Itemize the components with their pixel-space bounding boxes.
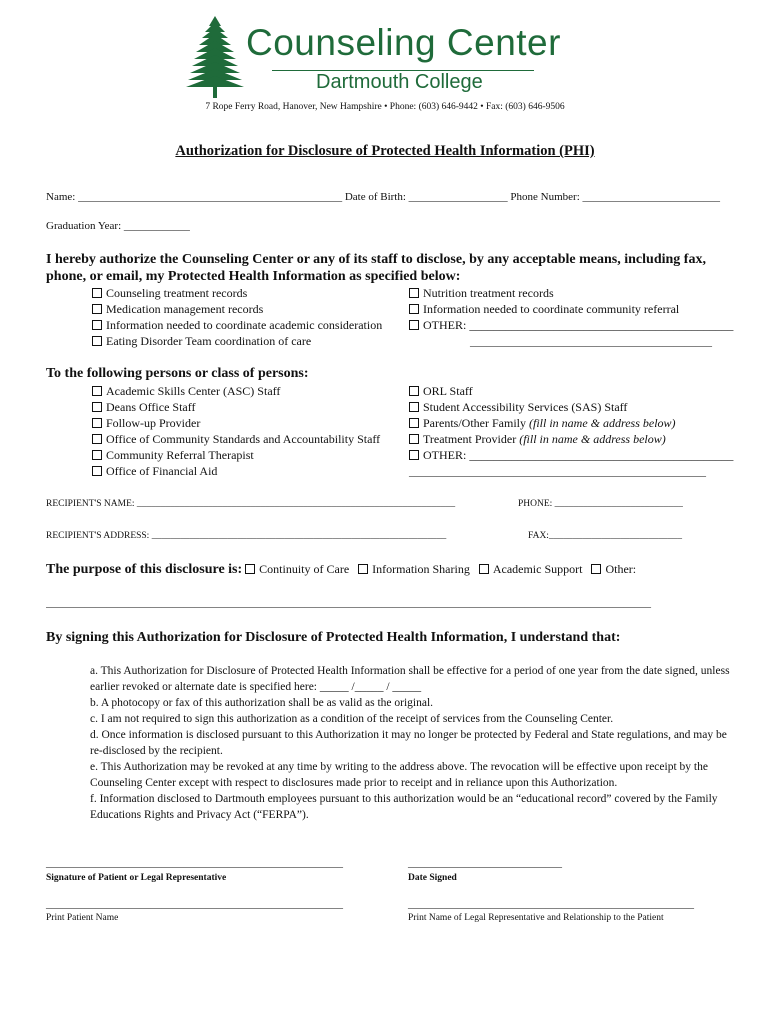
term-item: a. This Authorization for Disclosure of Protected Health Information shall be effective for a period of one year from the date signed, unless earlier revoked or alternate date is specified here: _____ /_____ / _____	[90, 665, 730, 693]
date-signed-label: Date Signed	[408, 873, 457, 883]
purpose-label: The purpose of this disclosure is:	[46, 562, 243, 577]
understand-heading: By signing this Authorization for Disclosure of Protected Health Information, I understand that:	[46, 630, 621, 645]
other-person-line[interactable]: ______________________________________________________	[409, 466, 706, 478]
recipient-name-field[interactable]: RECIPIENT'S NAME: ___________________________________________________________________	[46, 499, 456, 509]
checkbox-icon[interactable]	[358, 564, 368, 574]
checkbox-purpose-other[interactable]: Other:	[591, 562, 636, 576]
address-line: 7 Rope Ferry Road, Hanover, New Hampshire • Phone: (603) 646-9442 • Fax: (603) 646-9506	[205, 102, 565, 112]
date-signed-line[interactable]: ____________________________	[408, 857, 562, 869]
checkbox-parents-family[interactable]: Parents/Other Family (fill in name & address below)	[409, 416, 676, 431]
graduation-year-field[interactable]: Graduation Year: ____________	[46, 220, 190, 232]
checkbox-follow-up-provider[interactable]: Follow-up Provider	[92, 416, 200, 431]
checkbox-icon[interactable]	[92, 386, 102, 396]
checkbox-asc-staff[interactable]: Academic Skills Center (ASC) Staff	[92, 384, 280, 399]
checkbox-icon[interactable]	[409, 434, 419, 444]
checkbox-eating-disorder-team[interactable]: Eating Disorder Team coordination of care	[92, 334, 311, 349]
checkbox-continuity-of-care[interactable]: Continuity of Care	[245, 562, 349, 576]
checkbox-icon[interactable]	[409, 320, 419, 330]
signature-label: Signature of Patient or Legal Representative	[46, 873, 227, 883]
checkbox-other-person[interactable]: OTHER: ____________________________________________	[409, 448, 733, 463]
checkbox-sas-staff[interactable]: Student Accessibility Services (SAS) Staff	[409, 400, 627, 415]
purpose-row	[46, 562, 636, 578]
checkbox-icon[interactable]	[92, 466, 102, 476]
checkbox-deans-office[interactable]: Deans Office Staff	[92, 400, 196, 415]
term-item: b. A photocopy or fax of this authorization shall be as valid as the original.	[90, 697, 434, 709]
org-subtitle: Dartmouth College	[316, 71, 483, 93]
checkbox-icon[interactable]	[92, 450, 102, 460]
print-patient-name-label: Print Patient Name	[46, 913, 119, 923]
print-representative-line[interactable]: ____________________________________________________	[408, 898, 694, 910]
checkbox-community-referral[interactable]: Information needed to coordinate community referral	[409, 302, 679, 317]
checkbox-icon[interactable]	[409, 402, 419, 412]
print-patient-name-line[interactable]: ______________________________________________________	[46, 898, 343, 910]
term-item: d. Once information is disclosed pursuant to this Authorization it may no longer be protected by Federal and State regulations, and may be re-disclosed by the recipient.	[90, 729, 727, 757]
other-info-line[interactable]: ____________________________________________	[470, 336, 712, 348]
checkbox-icon[interactable]	[591, 564, 601, 574]
recipient-fax-field[interactable]: FAX:____________________________	[528, 531, 682, 541]
checkbox-icon[interactable]	[92, 402, 102, 412]
form-title: Authorization for Disclosure of Protected Health Information (PHI)	[175, 143, 595, 159]
checkbox-icon[interactable]	[409, 450, 419, 460]
checkbox-medication-records[interactable]: Medication management records	[92, 302, 263, 317]
checkbox-icon[interactable]	[92, 320, 102, 330]
checkbox-community-standards[interactable]: Office of Community Standards and Accountability Staff	[92, 432, 380, 447]
print-representative-label: Print Name of Legal Representative and Relationship to the Patient	[408, 913, 664, 923]
checkbox-icon[interactable]	[92, 434, 102, 444]
checkbox-other-info[interactable]: OTHER: ____________________________________________	[409, 318, 733, 333]
terms-list	[90, 663, 730, 823]
checkbox-financial-aid[interactable]: Office of Financial Aid	[92, 464, 217, 479]
checkbox-icon[interactable]	[409, 304, 419, 314]
term-item: c. I am not required to sign this authorization as a condition of the receipt of services from the Counseling Center.	[90, 713, 614, 725]
checkbox-icon[interactable]	[92, 288, 102, 298]
checkbox-icon[interactable]	[409, 418, 419, 428]
name-dob-phone-fields[interactable]: Name: ________________________________________________ Date of Birth: __________________ Phone Number: _________________________	[46, 191, 721, 203]
org-name: Counseling Center	[246, 22, 561, 63]
checkbox-icon[interactable]	[92, 304, 102, 314]
signature-line[interactable]: ______________________________________________________	[46, 857, 343, 869]
purpose-other-line[interactable]: ______________________________________________________________________________________________________________	[46, 597, 651, 609]
authorization-statement: I hereby authorize the Counseling Center or any of its staff to disclose, by any acceptable means, including fax, phone, or email, my Protected Health Information as specified below:	[46, 252, 706, 284]
pine-tree-logo-icon	[186, 16, 244, 98]
term-item: e. This Authorization may be revoked at any time by writing to the address above. The revocation will be effective upon receipt by the Counseling Center except with respect to disclosures made prior to receipt and in reliance upon this Authorization.	[90, 761, 708, 789]
checkbox-icon[interactable]	[92, 418, 102, 428]
checkbox-orl-staff[interactable]: ORL Staff	[409, 384, 473, 399]
checkbox-counseling-records[interactable]: Counseling treatment records	[92, 286, 247, 301]
checkbox-icon[interactable]	[92, 336, 102, 346]
checkbox-academic-support[interactable]: Academic Support	[479, 562, 583, 576]
checkbox-community-referral-therapist[interactable]: Community Referral Therapist	[92, 448, 254, 463]
checkbox-information-sharing[interactable]: Information Sharing	[358, 562, 470, 576]
checkbox-icon[interactable]	[479, 564, 489, 574]
checkbox-icon[interactable]	[245, 564, 255, 574]
persons-heading: To the following persons or class of persons:	[46, 366, 309, 381]
checkbox-treatment-provider[interactable]: Treatment Provider (fill in name & address below)	[409, 432, 666, 447]
checkbox-icon[interactable]	[409, 386, 419, 396]
checkbox-icon[interactable]	[409, 288, 419, 298]
recipient-phone-field[interactable]: PHONE: ___________________________	[518, 499, 683, 509]
term-item: f. Information disclosed to Dartmouth employees pursuant to this authorization would be an “educational record” covered by the Family Educations Rights and Privacy Act (“FERPA”).	[90, 793, 718, 821]
checkbox-nutrition-records[interactable]: Nutrition treatment records	[409, 286, 554, 301]
checkbox-academic-consideration[interactable]: Information needed to coordinate academic consideration	[92, 318, 382, 333]
recipient-address-field[interactable]: RECIPIENT'S ADDRESS: ______________________________________________________________	[46, 531, 447, 541]
